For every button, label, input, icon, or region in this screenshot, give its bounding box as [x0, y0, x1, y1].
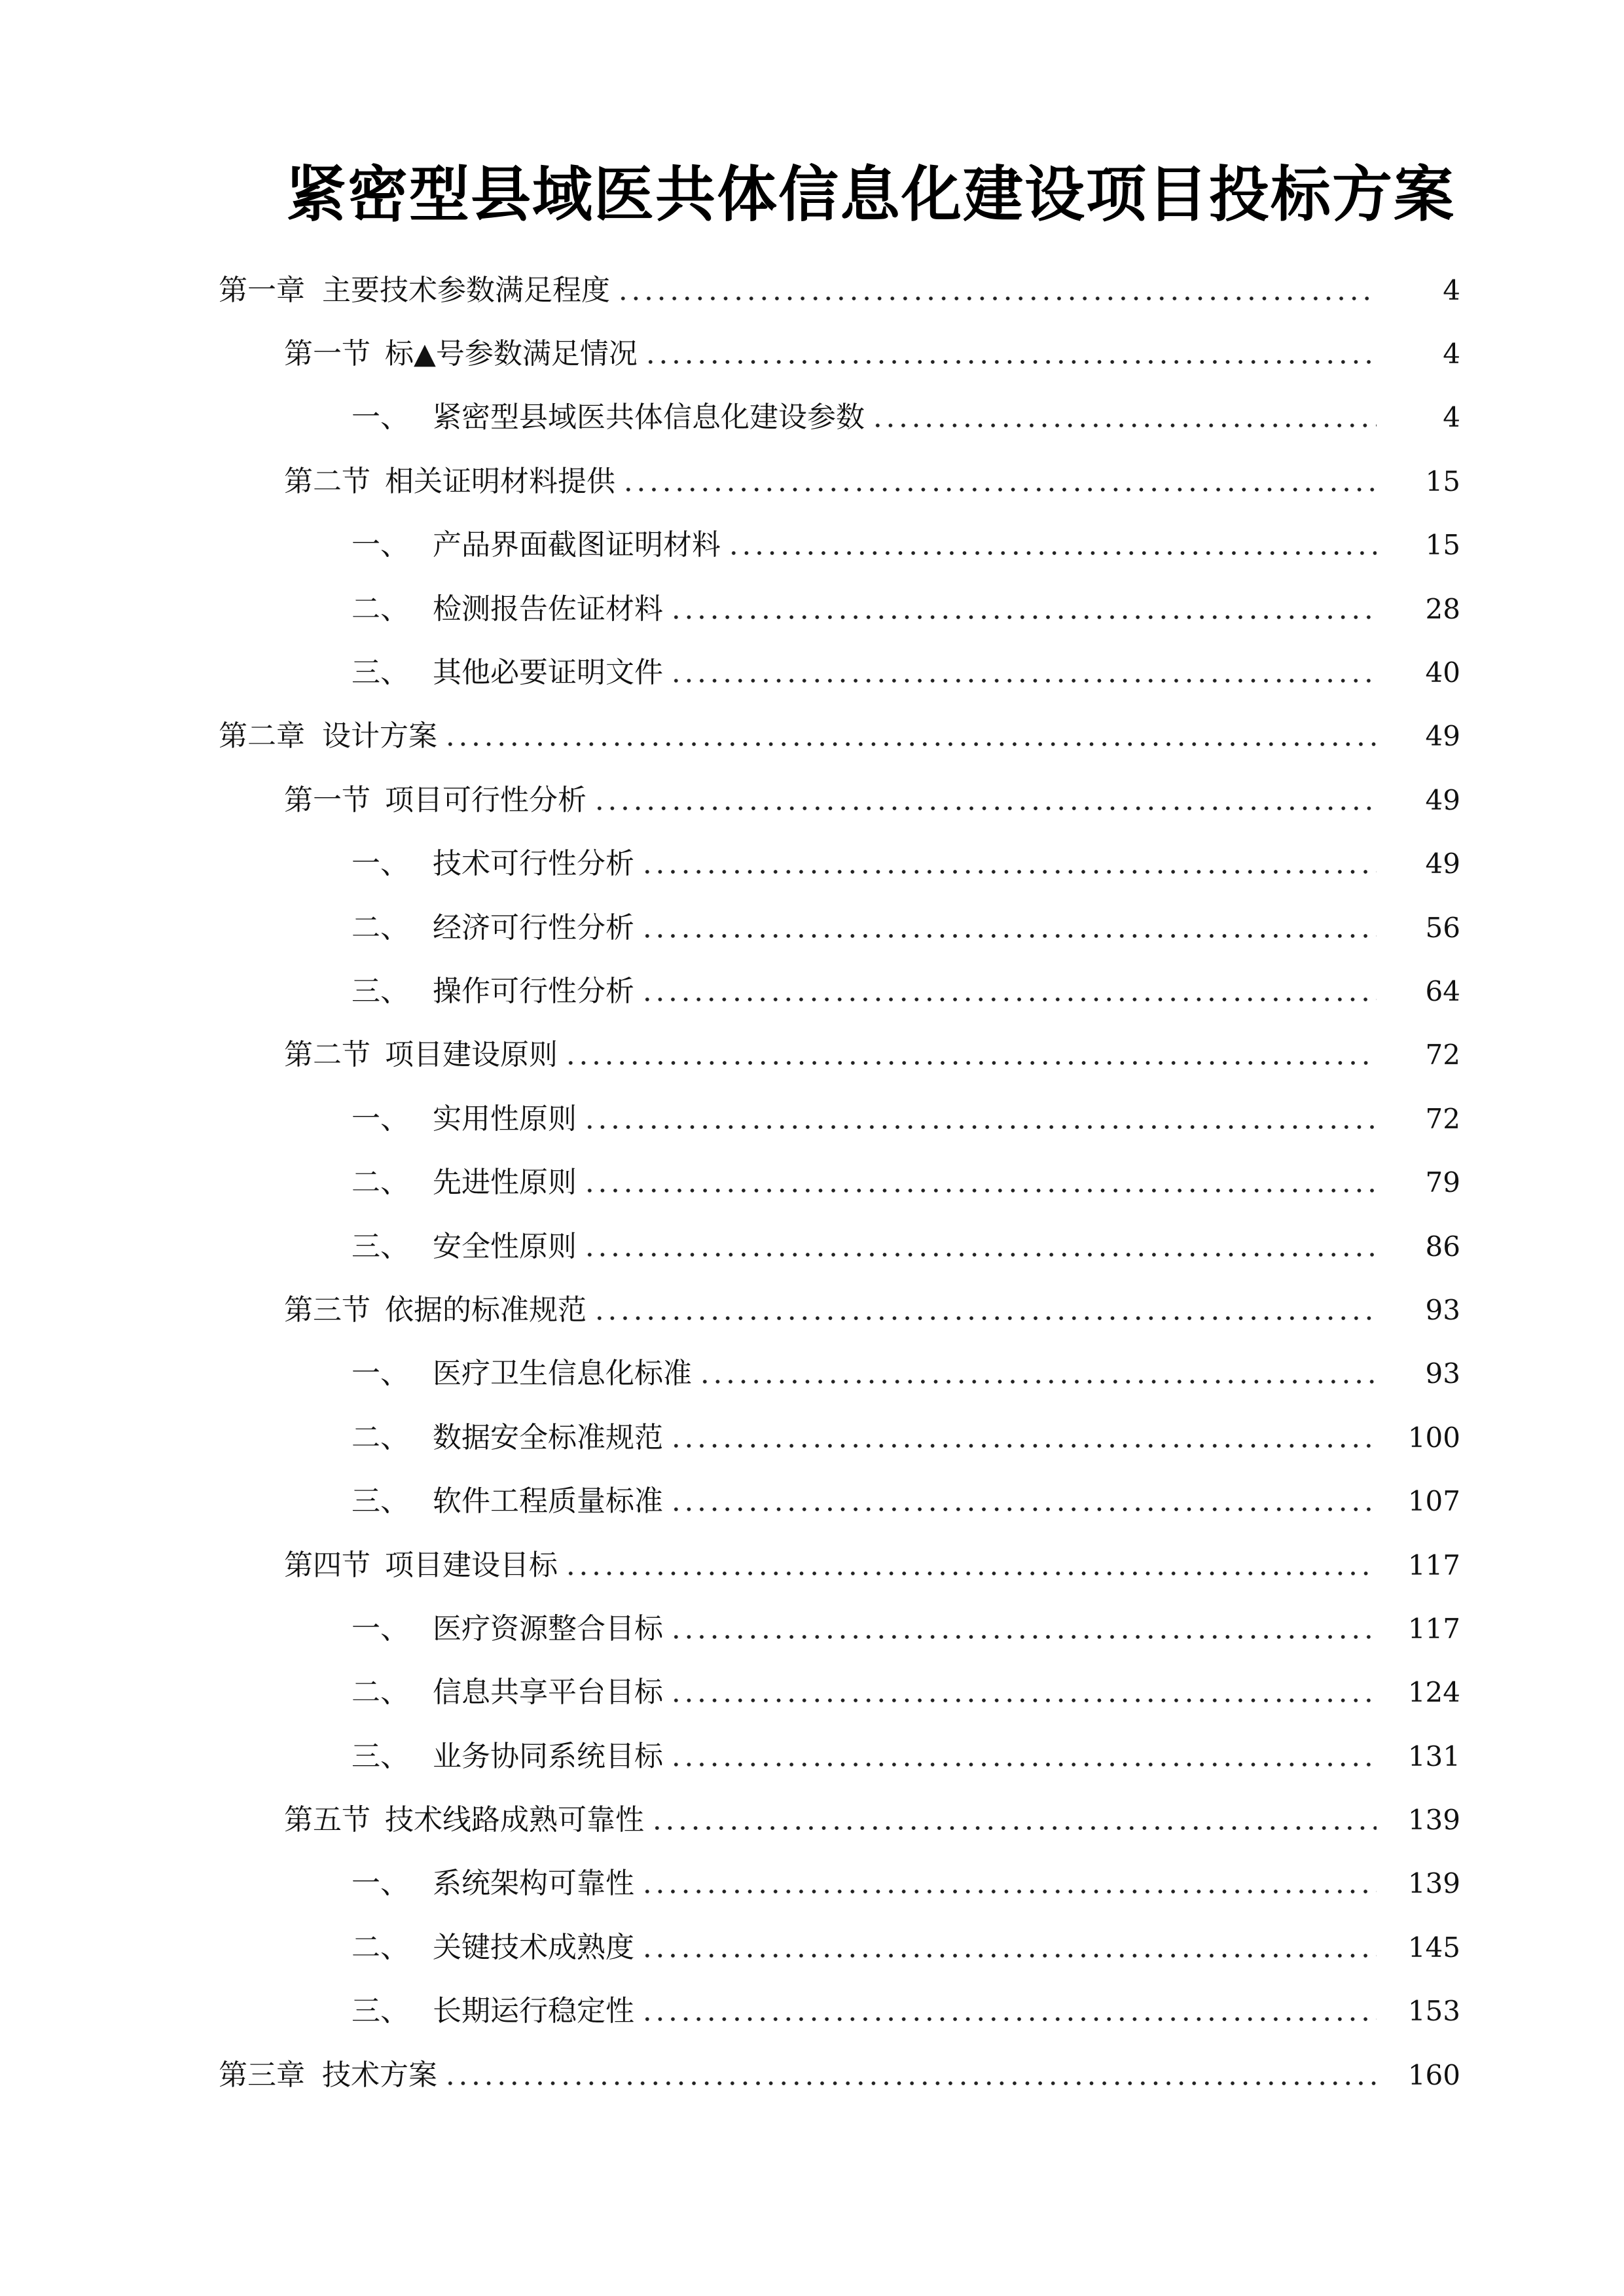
toc-entry-number: 第五节	[284, 1803, 370, 1837]
toc-page-number: 4	[1443, 401, 1460, 434]
toc-entry-level-3[interactable]	[0, 641, 1624, 704]
toc-entry-number: 二、	[352, 1420, 409, 1454]
toc-dot-leader	[564, 1568, 1377, 1579]
toc-entry-number: 一、	[352, 1357, 409, 1391]
toc-entry-title: 医疗卫生信息化标准	[433, 1357, 692, 1391]
toc-entry-number: 三、	[352, 1484, 409, 1518]
toc-entry-number: 第二节	[284, 1038, 370, 1072]
toc-entry-title: 相关证明材料提供	[385, 464, 615, 498]
toc-entry-label	[219, 717, 437, 756]
toc-entry-title: 主要技术参数满足程度	[322, 273, 610, 307]
toc-entry-title: 医疗资源整合目标	[433, 1611, 663, 1645]
toc-entry-number: 一、	[352, 401, 409, 435]
toc-dot-leader	[622, 484, 1377, 495]
toc-dot-leader	[641, 2014, 1377, 2024]
toc-entry-title: 检测报告佐证材料	[433, 592, 663, 626]
toc-entry-label	[284, 781, 586, 820]
toc-dot-leader	[670, 675, 1377, 686]
toc-entry-number: 二、	[352, 1930, 409, 1964]
toc-entry-title: 项目可行性分析	[385, 783, 586, 817]
toc-entry-level-3[interactable]	[0, 1852, 1624, 1916]
toc-dot-leader	[698, 1376, 1377, 1387]
toc-entry-level-3[interactable]	[0, 1725, 1624, 1788]
toc-entry-number: 第二节	[284, 464, 370, 498]
toc-entry-level-2[interactable]	[0, 1024, 1624, 1087]
toc-page-number: 15	[1425, 465, 1460, 497]
toc-page-number: 153	[1407, 1995, 1460, 2028]
toc-entry-title: 安全性原则	[433, 1229, 577, 1263]
toc-page-number: 100	[1407, 1421, 1460, 1454]
toc-entry-number: 第三章	[219, 2058, 305, 2092]
toc-page-number: 56	[1425, 911, 1460, 944]
toc-entry-level-3[interactable]	[0, 1087, 1624, 1151]
toc-page-number: 72	[1425, 1102, 1460, 1135]
toc-dot-leader	[564, 1058, 1377, 1068]
toc-dot-leader	[641, 1886, 1377, 1897]
toc-entry-title: 标▲号参数满足情况	[385, 337, 638, 371]
toc-entry-label	[352, 1864, 634, 1903]
toc-entry-title: 紧密型县域医共体信息化建设参数	[433, 401, 865, 435]
toc-page-number: 124	[1407, 1676, 1460, 1709]
toc-entry-label	[352, 1418, 663, 1458]
toc-entry-level-2[interactable]	[0, 1788, 1624, 1852]
toc-dot-leader	[670, 1632, 1377, 1642]
toc-entry-number: 第一节	[284, 337, 370, 371]
toc-entry-level-3[interactable]	[0, 1469, 1624, 1533]
toc-dot-leader	[670, 1695, 1377, 1706]
toc-entry-level-1[interactable]	[0, 259, 1624, 322]
toc-entry-label	[352, 1992, 634, 2031]
toc-entry-level-3[interactable]	[0, 577, 1624, 641]
toc-entry-title: 技术方案	[322, 2058, 437, 2092]
toc-entry-level-3[interactable]	[0, 514, 1624, 577]
toc-entry-level-3[interactable]	[0, 833, 1624, 896]
toc-entry-number: 三、	[352, 1229, 409, 1263]
toc-entry-title: 经济可行性分析	[433, 910, 634, 944]
toc-entry-level-2[interactable]	[0, 1534, 1624, 1597]
toc-dot-leader	[617, 293, 1377, 304]
toc-entry-title: 操作可行性分析	[433, 974, 634, 1008]
toc-entry-number: 二、	[352, 592, 409, 626]
toc-entry-number: 一、	[352, 847, 409, 881]
toc-entry-number: 二、	[352, 1166, 409, 1200]
toc-entry-label	[284, 1291, 586, 1330]
toc-entry-level-3[interactable]	[0, 896, 1624, 960]
toc-entry-level-3[interactable]	[0, 1406, 1624, 1469]
toc-entry-number: 第二章	[219, 719, 305, 753]
toc-entry-title: 技术线路成熟可靠性	[385, 1803, 644, 1837]
toc-entry-label	[352, 1609, 663, 1649]
toc-dot-leader	[444, 2078, 1377, 2089]
toc-entry-label	[352, 590, 663, 629]
toc-entry-label	[352, 526, 721, 565]
toc-page-number: 160	[1407, 2058, 1460, 2091]
toc-page-number: 93	[1425, 1357, 1460, 1390]
toc-entry-title: 关键技术成熟度	[433, 1930, 634, 1964]
toc-page-number: 72	[1425, 1039, 1460, 1071]
toc-entry-number: 三、	[352, 656, 409, 690]
toc-page-number: 117	[1407, 1549, 1460, 1581]
toc-page-number: 107	[1407, 1485, 1460, 1518]
toc-entry-label	[284, 1035, 558, 1075]
toc-entry-title: 先进性原则	[433, 1166, 577, 1200]
toc-page-number: 49	[1425, 783, 1460, 816]
toc-dot-leader	[593, 803, 1377, 814]
toc-entry-number: 三、	[352, 1994, 409, 2028]
toc-dot-leader	[583, 1185, 1377, 1196]
toc-entry-level-1[interactable]	[0, 705, 1624, 768]
toc-entry-level-3[interactable]	[0, 1342, 1624, 1406]
toc-entry-title: 技术可行性分析	[433, 847, 634, 881]
toc-entry-label	[284, 1801, 644, 1840]
toc-dot-leader	[670, 1441, 1377, 1451]
toc-dot-leader	[670, 1759, 1377, 1770]
toc-entry-level-3[interactable]	[0, 1151, 1624, 1214]
toc-dot-leader	[641, 994, 1377, 1005]
toc-entry-title: 项目建设原则	[385, 1038, 558, 1072]
toc-dot-leader	[444, 739, 1377, 749]
toc-page-number: 79	[1425, 1166, 1460, 1199]
toc-page-number: 40	[1425, 656, 1460, 689]
toc-entry-level-2[interactable]	[0, 1278, 1624, 1342]
toc-page-number: 145	[1407, 1931, 1460, 1964]
toc-dot-leader	[593, 1313, 1377, 1323]
toc-entry-title: 其他必要证明文件	[433, 656, 663, 690]
toc-entry-level-2[interactable]	[0, 322, 1624, 386]
toc-dot-leader	[583, 1249, 1377, 1260]
toc-entry-number: 二、	[352, 910, 409, 944]
toc-entry-number: 一、	[352, 1611, 409, 1645]
toc-entry-title: 实用性原则	[433, 1102, 577, 1136]
toc-entry-title: 设计方案	[322, 719, 437, 753]
toc-entry-label	[352, 1673, 663, 1712]
toc-entry-label	[352, 1354, 692, 1393]
toc-entry-title: 业务协同系统目标	[433, 1739, 663, 1773]
toc-entry-number: 第四节	[284, 1548, 370, 1582]
toc-entry-label	[352, 1737, 663, 1776]
toc-dot-leader	[871, 420, 1377, 431]
toc-entry-level-2[interactable]	[0, 768, 1624, 832]
toc-entry-title: 软件工程质量标准	[433, 1484, 663, 1518]
toc-page-number: 15	[1425, 529, 1460, 562]
toc-dot-leader	[644, 357, 1377, 367]
toc-page-number: 139	[1407, 1804, 1460, 1837]
toc-page-number: 64	[1425, 975, 1460, 1007]
toc-entry-number: 第一节	[284, 783, 370, 817]
toc-page-number: 117	[1407, 1612, 1460, 1645]
toc-entry-level-3[interactable]	[0, 1215, 1624, 1278]
toc-entry-title: 依据的标准规范	[385, 1293, 586, 1327]
toc-entry-label	[284, 462, 615, 501]
toc-page-number: 4	[1443, 274, 1460, 306]
toc-entry-label	[352, 1227, 577, 1266]
toc-entry-label	[284, 334, 638, 374]
toc-page-number: 139	[1407, 1867, 1460, 1900]
toc-entry-title: 数据安全标准规范	[433, 1420, 663, 1454]
toc-entry-label	[219, 271, 610, 310]
toc-page-number: 131	[1407, 1740, 1460, 1772]
toc-page-number: 93	[1425, 1293, 1460, 1326]
toc-entry-label	[352, 1163, 577, 1202]
toc-entry-number: 一、	[352, 1867, 409, 1901]
toc-entry-level-2[interactable]	[0, 450, 1624, 513]
toc-entry-title: 项目建设目标	[385, 1548, 558, 1582]
toc-entry-level-3[interactable]	[0, 1597, 1624, 1660]
toc-entry-number: 一、	[352, 1102, 409, 1136]
toc-dot-leader	[641, 931, 1377, 941]
toc-dot-leader	[727, 548, 1377, 558]
toc-entry-title: 系统架构可靠性	[433, 1867, 634, 1901]
toc-dot-leader	[670, 612, 1377, 622]
toc-entry-level-3[interactable]	[0, 1661, 1624, 1725]
toc-dot-leader	[670, 1504, 1377, 1515]
toc-entry-level-3[interactable]	[0, 960, 1624, 1023]
toc-entry-number: 二、	[352, 1676, 409, 1710]
toc-page-number: 49	[1425, 848, 1460, 880]
toc-page-number: 86	[1425, 1230, 1460, 1263]
document-title: 紧密型县域医共体信息化建设项目投标方案	[285, 159, 1455, 230]
toc-entry-number: 三、	[352, 974, 409, 1008]
toc-page-number: 28	[1425, 592, 1460, 625]
toc-page-number: 4	[1443, 338, 1460, 370]
toc-entry-label	[352, 1482, 663, 1521]
toc-dot-leader	[641, 867, 1377, 877]
toc-entry-number: 第一章	[219, 273, 305, 307]
toc-entry-label	[352, 1100, 577, 1139]
toc-entry-number: 一、	[352, 528, 409, 562]
toc-entry-label	[352, 844, 634, 884]
table-of-contents	[0, 259, 1624, 2107]
toc-entry-title: 长期运行稳定性	[433, 1994, 634, 2028]
toc-entry-label	[352, 398, 865, 437]
toc-entry-label	[352, 972, 634, 1011]
toc-entry-level-3[interactable]	[0, 386, 1624, 450]
toc-entry-title: 产品界面截图证明材料	[433, 528, 721, 562]
toc-entry-title: 信息共享平台目标	[433, 1676, 663, 1710]
toc-entry-level-3[interactable]	[0, 1980, 1624, 2043]
toc-dot-leader	[583, 1122, 1377, 1132]
toc-dot-leader	[641, 1950, 1377, 1961]
toc-entry-label	[352, 653, 663, 692]
toc-dot-leader	[651, 1823, 1377, 1833]
toc-entry-level-3[interactable]	[0, 1916, 1624, 1979]
toc-entry-label	[219, 2056, 437, 2095]
toc-entry-number: 第三节	[284, 1293, 370, 1327]
toc-entry-label	[352, 908, 634, 948]
toc-entry-level-1[interactable]	[0, 2043, 1624, 2107]
toc-entry-number: 三、	[352, 1739, 409, 1773]
toc-entry-label	[284, 1546, 558, 1585]
toc-page-number: 49	[1425, 720, 1460, 753]
toc-entry-label	[352, 1928, 634, 1967]
